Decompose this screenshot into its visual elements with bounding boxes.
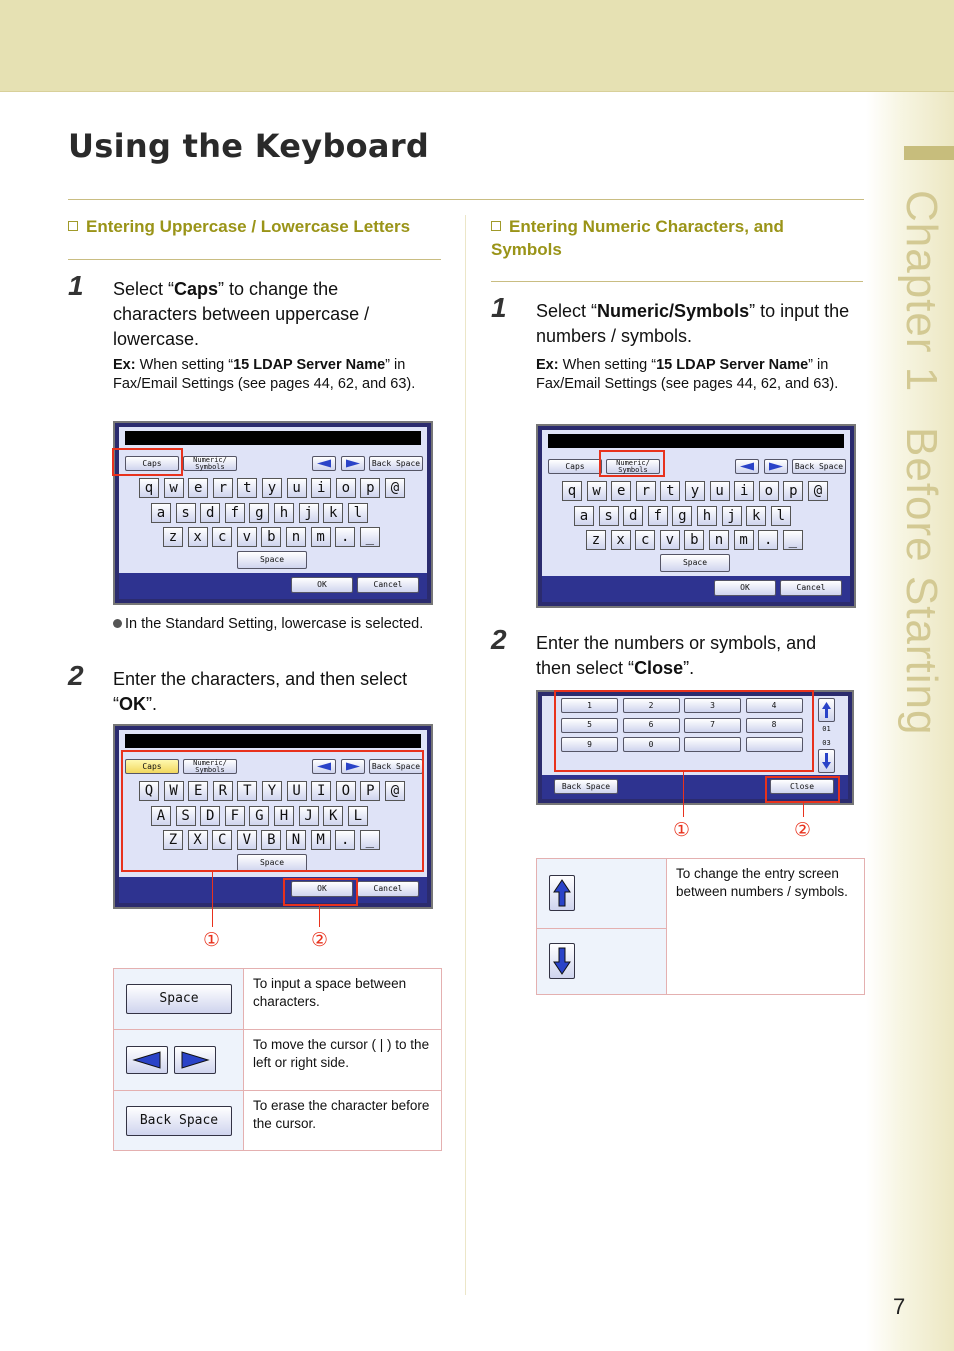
space-button[interactable]: Space: [237, 551, 307, 569]
key[interactable]: s: [176, 503, 196, 523]
section-heading-numeric: Entering Numeric Characters, and Symbols: [491, 217, 784, 259]
key[interactable]: S: [176, 806, 196, 826]
key[interactable]: u: [287, 478, 307, 498]
numpad-key[interactable]: 5: [561, 718, 618, 733]
key[interactable]: c: [212, 527, 232, 547]
section-rule: [491, 281, 863, 282]
callout-2: ②: [311, 930, 329, 951]
key[interactable]: e: [611, 481, 631, 501]
key[interactable]: x: [188, 527, 208, 547]
close-button[interactable]: Close: [770, 779, 834, 794]
icon-cell: [114, 1091, 244, 1151]
key[interactable]: .: [335, 527, 355, 547]
key[interactable]: l: [771, 506, 791, 526]
key[interactable]: u: [710, 481, 730, 501]
callout-1: ①: [203, 930, 221, 951]
key[interactable]: r: [636, 481, 656, 501]
key-function-table: [113, 968, 442, 1151]
key[interactable]: k: [323, 503, 343, 523]
example-text: Ex: When setting “15 LDAP Server Name” in Fax/Email Settings (see pages 44, 62, and 63).: [536, 357, 839, 392]
input-display: [548, 434, 844, 448]
key[interactable]: l: [348, 503, 368, 523]
key[interactable]: C: [212, 830, 232, 850]
arrow-up-icon: [549, 875, 575, 911]
key[interactable]: K: [323, 806, 343, 826]
table-row: [114, 1091, 442, 1151]
section-rule: [68, 259, 441, 260]
numpad-key[interactable]: 4: [746, 698, 803, 713]
back-space-button[interactable]: Back Space: [792, 459, 846, 474]
input-display: [125, 734, 421, 748]
key[interactable]: H: [274, 806, 294, 826]
key[interactable]: G: [249, 806, 269, 826]
key[interactable]: g: [249, 503, 269, 523]
header-band: [0, 0, 954, 92]
key[interactable]: Z: [163, 830, 183, 850]
back-space-button[interactable]: Back Space: [554, 779, 618, 794]
cursor-left-button[interactable]: [312, 456, 336, 471]
key[interactable]: k: [746, 506, 766, 526]
arrow-left-icon: [126, 1046, 168, 1074]
key[interactable]: f: [648, 506, 668, 526]
key[interactable]: e: [188, 478, 208, 498]
key[interactable]: j: [722, 506, 742, 526]
key[interactable]: q: [562, 481, 582, 501]
note-text: In the Standard Setting, lowercase is selected.: [113, 614, 433, 634]
key[interactable]: V: [237, 830, 257, 850]
input-display: [125, 431, 421, 445]
back-space-button[interactable]: Back Space: [369, 759, 423, 774]
key[interactable]: o: [336, 478, 356, 498]
keyboard-screen-numeric-select: [536, 424, 856, 608]
key[interactable]: Y: [262, 781, 282, 801]
icon-cell: [114, 969, 244, 1030]
page-number: 7: [893, 1294, 906, 1319]
step-number: 2: [68, 660, 84, 691]
key[interactable]: w: [587, 481, 607, 501]
bullet-square-icon: [68, 221, 78, 231]
caps-button[interactable]: Caps: [548, 459, 602, 474]
key[interactable]: _: [360, 527, 380, 547]
key[interactable]: t: [237, 478, 257, 498]
key[interactable]: _: [783, 530, 803, 550]
page-indicator-bottom: 03: [822, 738, 831, 747]
step-text: Select “Numeric/Symbols” to input the numbers / symbols.: [536, 301, 850, 346]
key[interactable]: j: [299, 503, 319, 523]
icon-cell: [114, 1030, 244, 1091]
key[interactable]: b: [684, 530, 704, 550]
table-row: [114, 1030, 442, 1091]
description-cell: To input a space between characters.: [244, 969, 442, 1030]
key[interactable]: B: [261, 830, 281, 850]
step-text: Enter the characters, and then select “OK”.: [113, 669, 408, 714]
key[interactable]: v: [660, 530, 680, 550]
numeric-symbols-button[interactable]: Numeric/ Symbols: [183, 456, 237, 471]
chapter-number: Chapter 1: [897, 190, 946, 393]
key[interactable]: P: [360, 781, 380, 801]
key[interactable]: @: [808, 481, 828, 501]
numpad-key[interactable]: 6: [623, 718, 680, 733]
key[interactable]: p: [783, 481, 803, 501]
key[interactable]: _: [360, 830, 380, 850]
key[interactable]: d: [623, 506, 643, 526]
key[interactable]: m: [734, 530, 754, 550]
cursor-right-button[interactable]: [764, 459, 788, 474]
key[interactable]: p: [360, 478, 380, 498]
column-divider: [465, 215, 466, 1295]
highlight-numeric: [599, 450, 665, 477]
caps-button[interactable]: Caps: [125, 456, 179, 471]
key[interactable]: .: [758, 530, 778, 550]
numpad-key[interactable]: 0: [623, 737, 680, 752]
key[interactable]: y: [685, 481, 705, 501]
space-button[interactable]: Space: [237, 854, 307, 872]
highlight-numpad: [554, 690, 814, 772]
step-text: Select “Caps” to change the characters between uppercase / lowercase.: [113, 279, 370, 349]
key[interactable]: @: [385, 478, 405, 498]
key[interactable]: h: [274, 503, 294, 523]
icon-cell: [537, 859, 667, 929]
key[interactable]: A: [151, 806, 171, 826]
step-number: 2: [491, 624, 507, 655]
callout-line: [319, 906, 320, 927]
key[interactable]: y: [262, 478, 282, 498]
key[interactable]: T: [237, 781, 257, 801]
numpad-key[interactable]: 7: [684, 718, 741, 733]
arrow-right-icon: [174, 1046, 216, 1074]
key[interactable]: d: [200, 503, 220, 523]
bullet-dot-icon: [113, 619, 122, 628]
chapter-title: Before Starting: [897, 427, 946, 736]
key[interactable]: z: [586, 530, 606, 550]
key[interactable]: X: [188, 830, 208, 850]
key[interactable]: t: [660, 481, 680, 501]
page-up-button[interactable]: [818, 698, 835, 722]
cancel-button[interactable]: Cancel: [357, 577, 419, 593]
key[interactable]: b: [261, 527, 281, 547]
key[interactable]: q: [139, 478, 159, 498]
key[interactable]: a: [574, 506, 594, 526]
key[interactable]: D: [200, 806, 220, 826]
key[interactable]: n: [286, 527, 306, 547]
callout-line: [212, 872, 213, 927]
description-cell: To change the entry screen between numbers / symbols.: [667, 859, 865, 995]
key[interactable]: c: [635, 530, 655, 550]
highlight-keys: [121, 750, 424, 872]
ok-button[interactable]: OK: [714, 580, 776, 596]
numpad-key[interactable]: 1: [561, 698, 618, 713]
callout-2: ②: [794, 820, 812, 841]
key[interactable]: i: [734, 481, 754, 501]
cursor-left-button[interactable]: [735, 459, 759, 474]
key[interactable]: .: [335, 830, 355, 850]
step-number: 1: [68, 270, 84, 301]
key[interactable]: w: [164, 478, 184, 498]
arrow-down-icon: [549, 943, 575, 979]
chapter-label: [896, 190, 946, 736]
key[interactable]: o: [759, 481, 779, 501]
screen-footer: [542, 576, 850, 602]
key[interactable]: W: [164, 781, 184, 801]
highlight-close: [765, 776, 840, 803]
callout-line: [683, 772, 684, 817]
key[interactable]: n: [709, 530, 729, 550]
back-space-key-icon: Back Space: [126, 1106, 232, 1136]
divider: [68, 199, 864, 200]
key[interactable]: h: [697, 506, 717, 526]
table-row: [537, 859, 865, 929]
key[interactable]: J: [299, 806, 319, 826]
key[interactable]: i: [311, 478, 331, 498]
key[interactable]: E: [188, 781, 208, 801]
screen-footer: [119, 877, 427, 903]
highlight-caps: [112, 448, 183, 476]
screen-footer: [119, 573, 427, 599]
numpad-key[interactable]: 9: [561, 737, 618, 752]
callout-1: ①: [673, 820, 691, 841]
cursor-right-button[interactable]: [341, 456, 365, 471]
step-number: 1: [491, 292, 507, 323]
caps-button[interactable]: Caps: [125, 759, 179, 774]
key[interactable]: I: [311, 781, 331, 801]
page-indicator-top: 01: [822, 724, 831, 733]
key[interactable]: @: [385, 781, 405, 801]
key[interactable]: r: [213, 478, 233, 498]
page-title: Using the Keyboard: [68, 127, 430, 165]
ok-button[interactable]: OK: [291, 881, 353, 897]
cancel-button[interactable]: Cancel: [357, 881, 419, 897]
bullet-square-icon: [491, 221, 501, 231]
space-button[interactable]: Space: [660, 554, 730, 572]
table-row: [114, 969, 442, 1030]
icon-cell: [537, 929, 667, 995]
numeric-symbols-button[interactable]: Numeric/ Symbols: [606, 459, 660, 474]
key[interactable]: N: [286, 830, 306, 850]
numpad-key[interactable]: 2: [623, 698, 680, 713]
page-down-button[interactable]: [818, 749, 835, 773]
space-key-icon: Space: [126, 984, 232, 1014]
key[interactable]: f: [225, 503, 245, 523]
page-switch-table: [536, 858, 865, 995]
key[interactable]: M: [311, 830, 331, 850]
numpad-key[interactable]: 8: [746, 718, 803, 733]
step-text: Enter the numbers or symbols, and then select “Close”.: [536, 633, 817, 678]
key[interactable]: O: [336, 781, 356, 801]
key[interactable]: Q: [139, 781, 159, 801]
key[interactable]: z: [163, 527, 183, 547]
description-cell: To erase the character before the cursor.: [244, 1091, 442, 1151]
key[interactable]: g: [672, 506, 692, 526]
key[interactable]: L: [348, 806, 368, 826]
key[interactable]: v: [237, 527, 257, 547]
chapter-tab-marker: [904, 146, 954, 160]
ok-button[interactable]: OK: [291, 577, 353, 593]
example-text: Ex: When setting “15 LDAP Server Name” in Fax/Email Settings (see pages 44, 62, and 63).: [113, 357, 416, 392]
section-heading-upper-lower: Entering Uppercase / Lowercase Letters: [68, 215, 448, 238]
numeric-symbols-button[interactable]: Numeric/ Symbols: [183, 759, 237, 774]
highlight-ok: [283, 878, 358, 906]
key[interactable]: F: [225, 806, 245, 826]
key[interactable]: U: [287, 781, 307, 801]
numpad-key[interactable]: 3: [684, 698, 741, 713]
key[interactable]: R: [213, 781, 233, 801]
callout-line: [803, 803, 804, 817]
key[interactable]: x: [611, 530, 631, 550]
key[interactable]: s: [599, 506, 619, 526]
back-space-button[interactable]: Back Space: [369, 456, 423, 471]
key[interactable]: a: [151, 503, 171, 523]
description-cell: To move the cursor ( | ) to the left or right side.: [244, 1030, 442, 1091]
cancel-button[interactable]: Cancel: [780, 580, 842, 596]
key[interactable]: m: [311, 527, 331, 547]
